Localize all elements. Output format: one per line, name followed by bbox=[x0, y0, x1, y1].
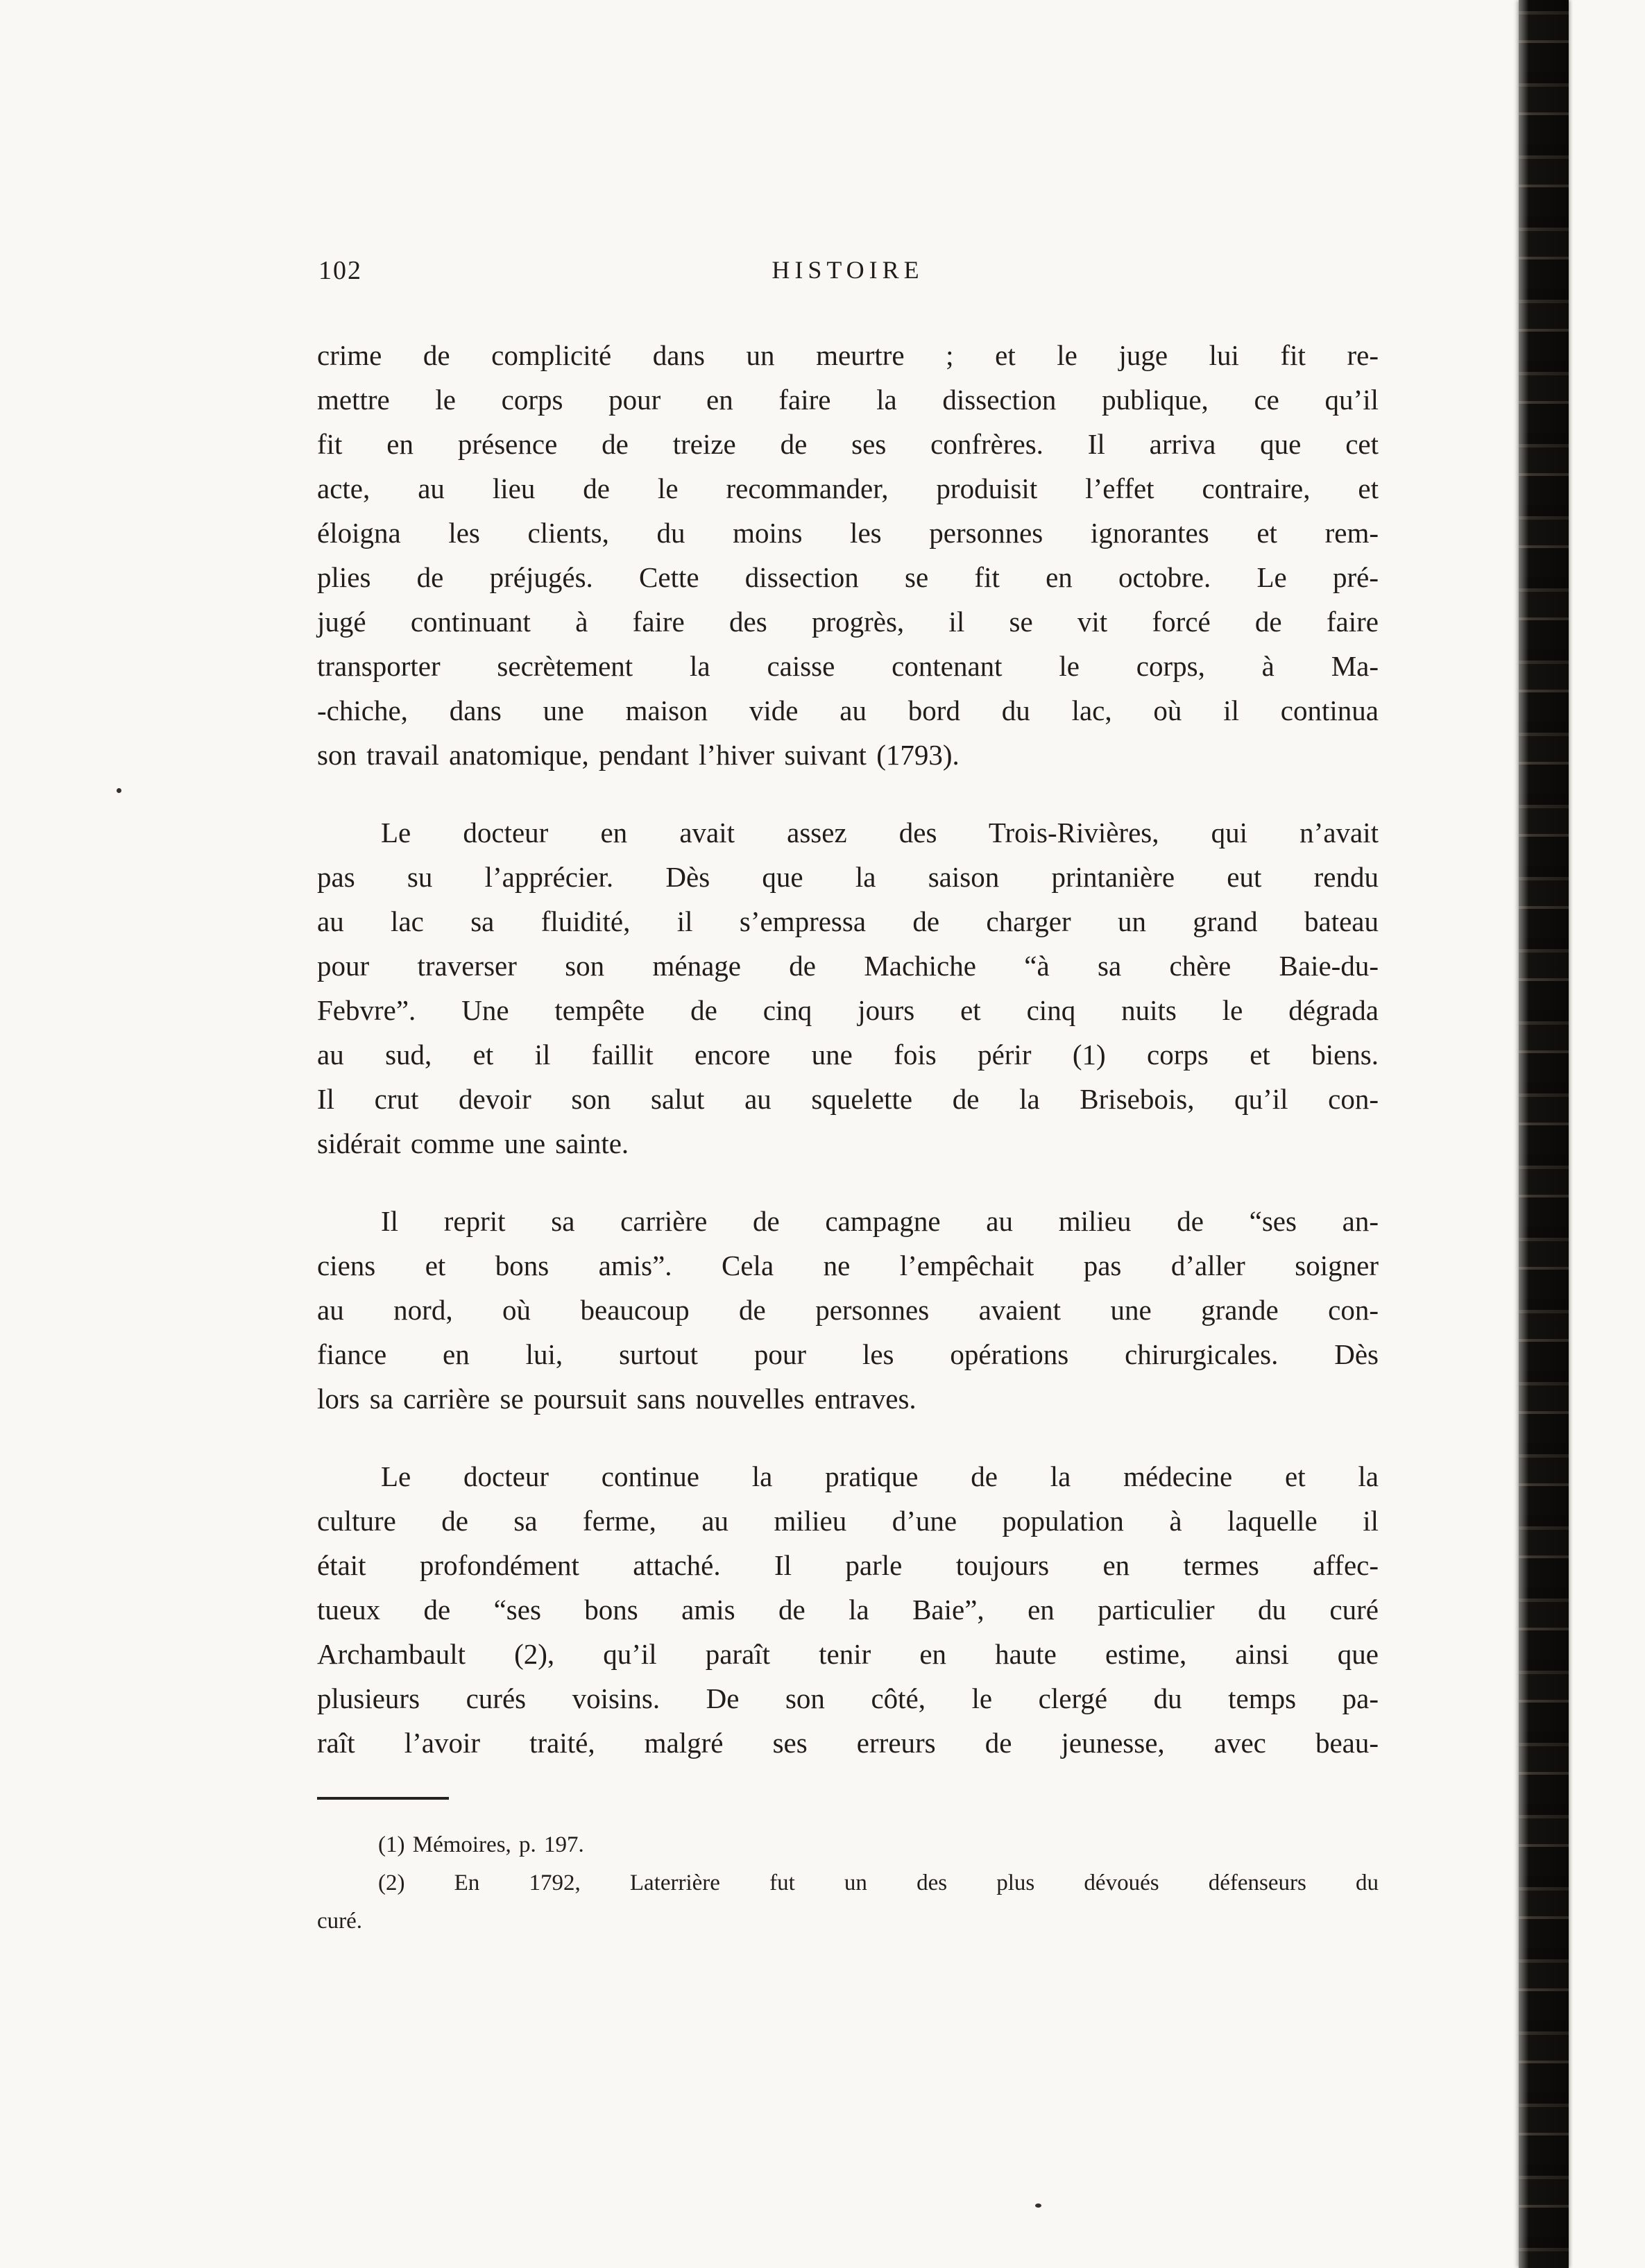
text-line: pour traverser son ménage de Machiche “à sa chère Baie-du- bbox=[317, 950, 1379, 982]
page-content bbox=[317, 254, 1379, 1941]
page-number: 102 bbox=[318, 256, 362, 285]
text-line: au sud, et il faillit encore une fois périr (1) corps et biens. bbox=[317, 1039, 1379, 1071]
text-line: tueux de “ses bons amis de la Baie”, en particulier du curé bbox=[317, 1594, 1379, 1626]
scan-edge-artifact bbox=[1519, 0, 1569, 2268]
footnote-line: (1) Mémoires, p. 197. bbox=[378, 1832, 584, 1857]
text-line: fit en présence de treize de ses confrères. Il arriva que cet bbox=[317, 428, 1379, 460]
text-line: Le docteur continue la pratique de la médecine et la bbox=[381, 1460, 1379, 1492]
text-line: Il crut devoir son salut au squelette de la Brisebois, qu’il con- bbox=[317, 1083, 1379, 1115]
footnote-line: (2) En 1792, Laterrière fut un des plus dévoués défenseurs du bbox=[378, 1870, 1379, 1895]
running-head: HISTOIRE bbox=[772, 256, 924, 284]
text-line: jugé continuant à faire des progrès, il se vit forcé de faire bbox=[317, 606, 1379, 638]
text-line: -chiche, dans une maison vide au bord du lac, où il continua bbox=[317, 694, 1379, 726]
text-line: ciens et bons amis”. Cela ne l’empêchait pas d’aller soigner bbox=[317, 1250, 1379, 1281]
scan-speck bbox=[117, 788, 121, 793]
text-line: mettre le corps pour en faire la dissection publique, ce qu’il bbox=[317, 384, 1379, 416]
text-line: au nord, où beaucoup de personnes avaient une grande con- bbox=[317, 1294, 1379, 1326]
text-line: lors sa carrière se poursuit sans nouvelles entraves. bbox=[317, 1383, 917, 1415]
paragraph bbox=[317, 333, 1379, 777]
text-line: transporter secrètement la caisse contenant le corps, à Ma- bbox=[317, 650, 1379, 682]
footnotes bbox=[317, 1826, 1379, 1941]
text-line: fiance en lui, surtout pour les opérations chirurgicales. Dès bbox=[317, 1338, 1379, 1370]
paragraph bbox=[317, 810, 1379, 1166]
text-line: Le docteur en avait assez des Trois-Rivières, qui n’avait bbox=[381, 817, 1379, 849]
text-line: sidérait comme une sainte. bbox=[317, 1127, 629, 1159]
paragraph bbox=[317, 1454, 1379, 1765]
paragraph bbox=[317, 1199, 1379, 1421]
text-line: éloigna les clients, du moins les personnes ignorantes et rem- bbox=[317, 517, 1379, 549]
text-line: Il reprit sa carrière de campagne au milieu de “ses an- bbox=[381, 1205, 1379, 1237]
text-line: pas su l’apprécier. Dès que la saison printanière eut rendu bbox=[317, 861, 1379, 893]
page-header-row bbox=[317, 254, 1379, 290]
text-line: raît l’avoir traité, malgré ses erreurs de jeunesse, avec beau- bbox=[317, 1727, 1379, 1759]
text-line: Archambault (2), qu’il paraît tenir en haute estime, ainsi que bbox=[317, 1638, 1379, 1670]
text-line: au lac sa fluidité, il s’empressa de charger un grand bateau bbox=[317, 905, 1379, 937]
text-line: plusieurs curés voisins. De son côté, le clergé du temps pa- bbox=[317, 1682, 1379, 1714]
text-line: culture de sa ferme, au milieu d’une population à laquelle il bbox=[317, 1505, 1379, 1537]
footnote-line: curé. bbox=[317, 1909, 363, 1934]
footnote-rule bbox=[317, 1797, 449, 1800]
text-line: plies de préjugés. Cette dissection se fit en octobre. Le pré- bbox=[317, 561, 1379, 593]
text-line: Febvre”. Une tempête de cinq jours et cinq nuits le dégrada bbox=[317, 994, 1379, 1026]
text-line: son travail anatomique, pendant l’hiver suivant (1793). bbox=[317, 739, 960, 771]
text-line: acte, au lieu de le recommander, produisit l’effet contraire, et bbox=[317, 472, 1379, 504]
text-line: crime de complicité dans un meurtre ; et le juge lui fit re- bbox=[317, 339, 1379, 371]
scan-speck bbox=[1035, 2203, 1041, 2208]
text-line: était profondément attaché. Il parle toujours en termes affec- bbox=[317, 1549, 1379, 1581]
